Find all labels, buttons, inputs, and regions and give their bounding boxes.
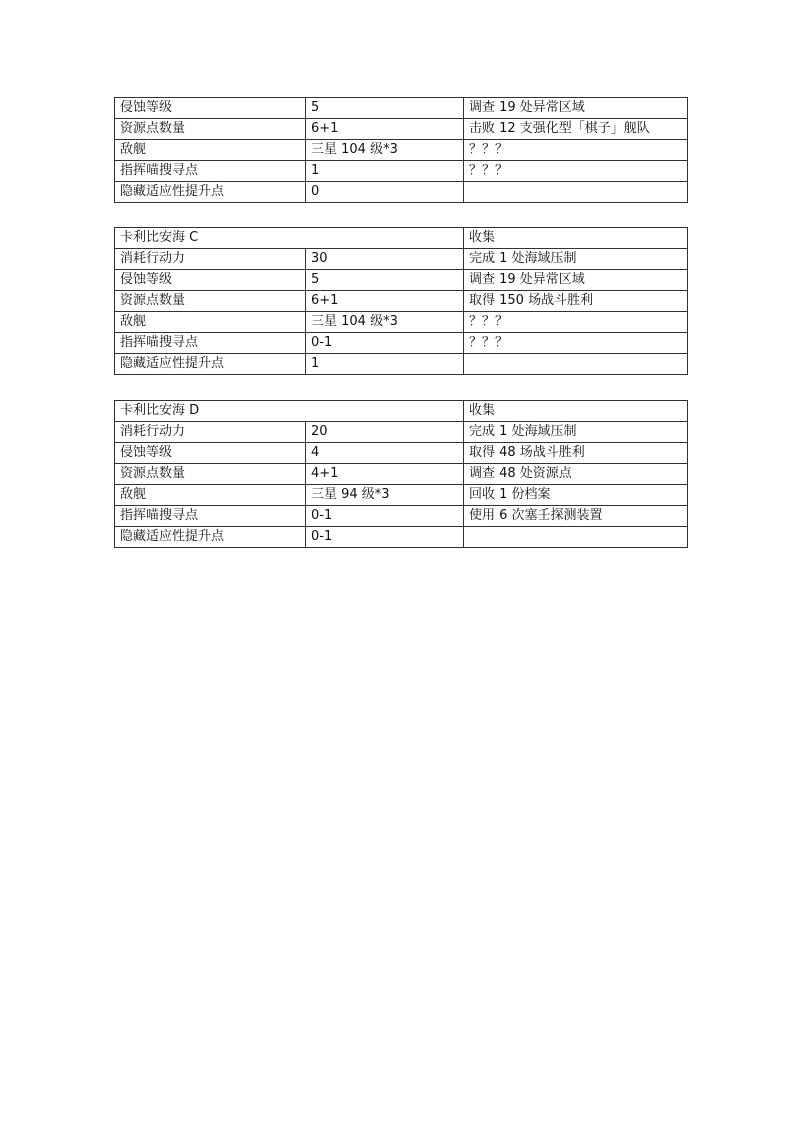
- row-label: 资源点数量: [115, 291, 306, 312]
- row-note: 完成 1 处海域压制: [464, 422, 688, 443]
- row-value: 0-1: [306, 333, 464, 354]
- row-note: 调查 19 处异常区域: [464, 98, 688, 119]
- row-label: 侵蚀等级: [115, 443, 306, 464]
- row-label: 侵蚀等级: [115, 270, 306, 291]
- table-row: [115, 422, 688, 443]
- row-label: 敌舰: [115, 485, 306, 506]
- sea-area-table-continued: [114, 97, 688, 203]
- table-row: [115, 506, 688, 527]
- row-note: 调查 19 处异常区域: [464, 270, 688, 291]
- row-value: 三星 94 级*3: [306, 485, 464, 506]
- row-note: 回收 1 份档案: [464, 485, 688, 506]
- row-label: 消耗行动力: [115, 422, 306, 443]
- row-value: 0-1: [306, 527, 464, 548]
- row-value: 6+1: [306, 119, 464, 140]
- row-note: 击败 12 支强化型「棋子」舰队: [464, 119, 688, 140]
- row-label: 隐藏适应性提升点: [115, 182, 306, 203]
- row-label: 资源点数量: [115, 119, 306, 140]
- row-note: [464, 527, 688, 548]
- row-note: 取得 150 场战斗胜利: [464, 291, 688, 312]
- row-note: ？？？: [464, 333, 688, 354]
- table-header-row: [115, 228, 688, 249]
- table-row: [115, 354, 688, 375]
- collect-header: 收集: [464, 401, 688, 422]
- sea-area-table-d: [114, 400, 688, 548]
- table-row: [115, 291, 688, 312]
- row-note: ？？？: [464, 161, 688, 182]
- table-row: [115, 333, 688, 354]
- row-value: 30: [306, 249, 464, 270]
- row-value: 4: [306, 443, 464, 464]
- row-label: 隐藏适应性提升点: [115, 527, 306, 548]
- row-label: 隐藏适应性提升点: [115, 354, 306, 375]
- row-value: 三星 104 级*3: [306, 140, 464, 161]
- table-row: [115, 98, 688, 119]
- table-row: [115, 119, 688, 140]
- row-label: 侵蚀等级: [115, 98, 306, 119]
- table-row: [115, 527, 688, 548]
- row-note: [464, 354, 688, 375]
- table-row: [115, 249, 688, 270]
- sea-area-title: 卡利比安海 D: [115, 401, 464, 422]
- row-value: 6+1: [306, 291, 464, 312]
- row-note: 取得 48 场战斗胜利: [464, 443, 688, 464]
- table-row: [115, 182, 688, 203]
- row-note: 使用 6 次塞壬探测装置: [464, 506, 688, 527]
- sea-area-title: 卡利比安海 C: [115, 228, 464, 249]
- table-row: [115, 270, 688, 291]
- row-note: [464, 182, 688, 203]
- sea-area-table-c: [114, 227, 688, 375]
- row-note: ？？？: [464, 140, 688, 161]
- row-value: 0-1: [306, 506, 464, 527]
- row-value: 20: [306, 422, 464, 443]
- row-value: 1: [306, 354, 464, 375]
- row-label: 指挥喵搜寻点: [115, 161, 306, 182]
- row-label: 敌舰: [115, 140, 306, 161]
- row-value: 三星 104 级*3: [306, 312, 464, 333]
- row-value: 4+1: [306, 464, 464, 485]
- row-note: ？？？: [464, 312, 688, 333]
- collect-header: 收集: [464, 228, 688, 249]
- row-note: 调查 48 处资源点: [464, 464, 688, 485]
- table-header-row: [115, 401, 688, 422]
- table-row: [115, 485, 688, 506]
- row-label: 指挥喵搜寻点: [115, 506, 306, 527]
- row-value: 5: [306, 270, 464, 291]
- row-label: 敌舰: [115, 312, 306, 333]
- row-note: 完成 1 处海域压制: [464, 249, 688, 270]
- row-value: 5: [306, 98, 464, 119]
- table-row: [115, 443, 688, 464]
- row-label: 资源点数量: [115, 464, 306, 485]
- table-row: [115, 140, 688, 161]
- table-row: [115, 161, 688, 182]
- row-value: 1: [306, 161, 464, 182]
- table-row: [115, 464, 688, 485]
- table-row: [115, 312, 688, 333]
- row-label: 指挥喵搜寻点: [115, 333, 306, 354]
- row-value: 0: [306, 182, 464, 203]
- row-label: 消耗行动力: [115, 249, 306, 270]
